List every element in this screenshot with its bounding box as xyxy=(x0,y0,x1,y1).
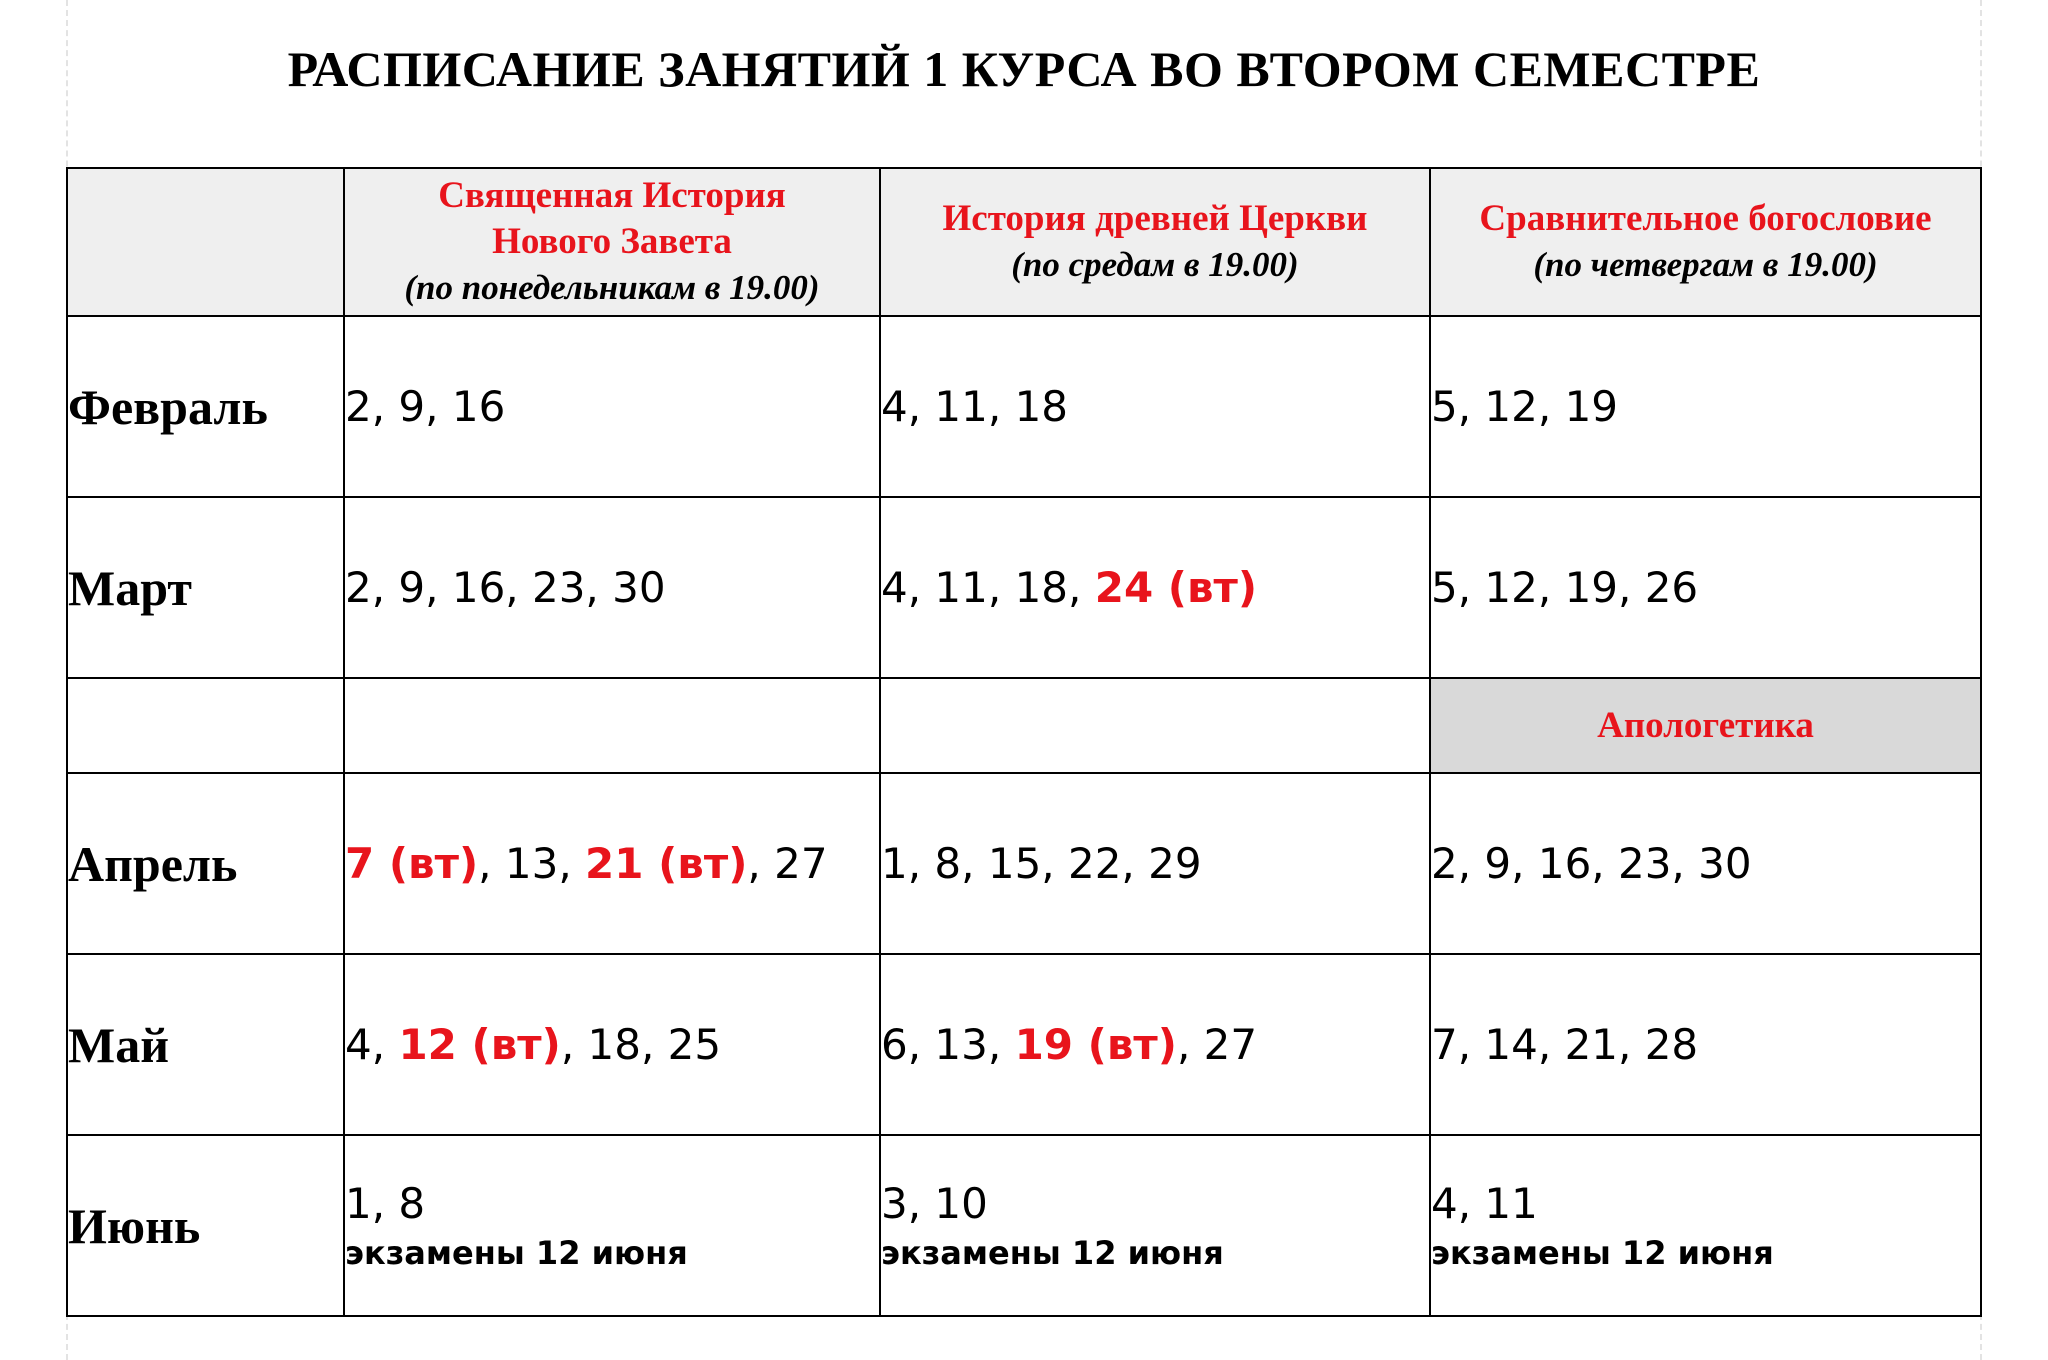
header-new-testament-line1: Священная История xyxy=(438,175,786,216)
dates-text: 4, 11 xyxy=(1431,1179,1538,1228)
dates-mar-new-testament xyxy=(344,497,880,678)
header-new-testament xyxy=(344,168,880,316)
dates-text: 5, 12, 19 xyxy=(1431,382,1619,431)
rescheduled-date-highlight: 21 (вт) xyxy=(585,839,748,888)
header-new-testament-line2: Нового Завета xyxy=(492,221,732,262)
header-new-testament-note: (по понедельникам в 19.00) xyxy=(404,268,820,307)
table-row-may xyxy=(67,954,1981,1135)
table-row-april xyxy=(67,773,1981,954)
dates-text: 2, 9, 16, 23, 30 xyxy=(1431,839,1752,888)
empty-cell xyxy=(880,678,1430,773)
month-label-february: Февраль xyxy=(67,316,344,497)
dates-text: 1, 8 xyxy=(345,1179,426,1228)
exam-note: экзамены 12 июня xyxy=(1431,1234,1774,1272)
exam-note: экзамены 12 июня xyxy=(881,1234,1224,1272)
table-header-row xyxy=(67,168,1981,316)
page-title: РАСПИСАНИЕ ЗАНЯТИЙ 1 КУРСА ВО ВТОРОМ СЕМЕСТРЕ xyxy=(287,41,1761,97)
dates-feb-new-testament xyxy=(344,316,880,497)
dates-text: 4, 11, 18 xyxy=(881,382,1069,431)
empty-cell xyxy=(344,678,880,773)
month-label-april: Апрель xyxy=(67,773,344,954)
dates-text: , 27 xyxy=(747,839,828,888)
dates-text: , 18, 25 xyxy=(560,1020,722,1069)
table-row-february xyxy=(67,316,1981,497)
rescheduled-date-highlight: 19 (вт) xyxy=(1014,1020,1177,1069)
table-row-june xyxy=(67,1135,1981,1316)
dates-text: 2, 9, 16, 23, 30 xyxy=(345,563,666,612)
dates-text: , 27 xyxy=(1176,1020,1258,1069)
dates-feb-ancient-church xyxy=(880,316,1430,497)
dates-mar-ancient-church xyxy=(880,497,1430,678)
dates-may-ancient-church xyxy=(880,954,1430,1135)
rescheduled-date-highlight: 7 (вт) xyxy=(345,839,479,888)
dates-apr-ancient-church xyxy=(880,773,1430,954)
month-label-march: Март xyxy=(67,497,344,678)
dates-text: 4, 11, 18, xyxy=(881,563,1095,612)
dates-text: 4, xyxy=(345,1020,399,1069)
dates-text: 2, 9, 16 xyxy=(345,382,506,431)
dates-text: 7, 14, 21, 28 xyxy=(1431,1020,1699,1069)
dates-text: , 13, xyxy=(478,839,586,888)
dates-jun-apologetics xyxy=(1430,1135,1981,1316)
dates-text: 5, 12, 19, 26 xyxy=(1431,563,1699,612)
header-ancient-church xyxy=(880,168,1430,316)
dates-mar-comparative-theology xyxy=(1430,497,1981,678)
header-comparative-theology xyxy=(1430,168,1981,316)
dates-jun-new-testament xyxy=(344,1135,880,1316)
month-label-may: Май xyxy=(67,954,344,1135)
rescheduled-date-highlight: 12 (вт) xyxy=(398,1020,561,1069)
dates-text: 3, 10 xyxy=(881,1179,988,1228)
empty-cell xyxy=(67,678,344,773)
header-comparative-theology-note: (по четвергам в 19.00) xyxy=(1533,245,1878,284)
dates-apr-apologetics xyxy=(1430,773,1981,954)
dates-may-new-testament xyxy=(344,954,880,1135)
header-ancient-church-line1: История древней Церкви xyxy=(942,198,1368,239)
header-ancient-church-note: (по средам в 19.00) xyxy=(1011,245,1299,284)
dates-jun-ancient-church xyxy=(880,1135,1430,1316)
dates-feb-comparative-theology xyxy=(1430,316,1981,497)
dates-apr-new-testament xyxy=(344,773,880,954)
rescheduled-date-highlight: 24 (вт) xyxy=(1094,563,1258,612)
dates-text: 1, 8, 15, 22, 29 xyxy=(881,839,1202,888)
dates-may-apologetics xyxy=(1430,954,1981,1135)
table-row-march xyxy=(67,497,1981,678)
dates-text: 6, 13, xyxy=(881,1020,1015,1069)
schedule-table xyxy=(66,167,1982,1317)
apologetics-subject-label: Апологетика xyxy=(1430,678,1981,773)
header-corner-cell xyxy=(67,168,344,316)
table-row-apologetics xyxy=(67,678,1981,773)
exam-note: экзамены 12 июня xyxy=(345,1234,688,1272)
month-label-june: Июнь xyxy=(67,1135,344,1316)
header-comparative-theology-line1: Сравнительное богословие xyxy=(1479,198,1932,239)
